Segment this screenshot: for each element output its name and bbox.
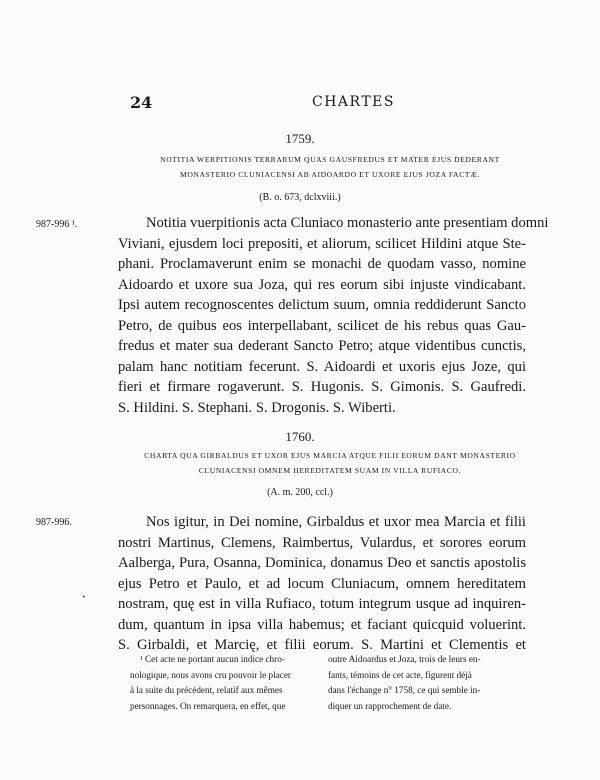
body-line: phani. Proclamaverunt enim se monachi de quodam vasso, nomine (118, 256, 526, 272)
footnote-line: fants, témoins de cet acte, figurent déjà (328, 669, 472, 680)
body-line: fredus et mater sua dederant Sancto Petro; atque videntibus cunctis, (118, 338, 526, 354)
charter-title (100, 152, 560, 182)
footnote-line: ¹ Cet acte ne portant aucun indice chro- (140, 654, 285, 664)
charter-title-line: MONASTERIO CLUNIACENSI AB AIDOARDO ET UXORE EJUS JOZA FACTÆ. (179, 170, 481, 179)
body-line: Aidoardo et uxore sua Joza, qui res eorum sibi injuste vindicabant. (118, 276, 526, 293)
body-line: S. Girbaldi, et Marcię, et filii eorum. S. Martini et Clementis et (118, 637, 526, 653)
body-line: Aalberga, Pura, Osanna, Dominica, donamus Deo et sanctis apostolis (118, 555, 526, 571)
body-line: palam hanc notitiam fecerunt. S. Aidoardi et uxoris ejus Joze, qui (118, 358, 526, 375)
page-header (130, 93, 530, 113)
footnote-line: nologique, nous avons cru pouvoir le placer (130, 669, 291, 680)
charter-title-line: NOTITIA WERPITIONIS TERRARUM QUAS GAUSFREDUS ET MATER EJUS DEDERANT (160, 155, 500, 164)
body-line: Nos igitur, in Dei nomine, Girbaldus et uxor mea Marcia et filii (146, 514, 526, 530)
footnote-line: diquer un rapprochement de date. (328, 700, 452, 711)
charter-number: 1759. (285, 131, 315, 146)
body-line: nostram, quę est in villa Rufiaco, totum integrum usque ad inquiren- (118, 596, 526, 612)
margin-date: 987-996. (36, 517, 72, 528)
charter-citation: (B. o. 673, dclxviii.) (259, 192, 341, 203)
charter-title-line: CHARTA QUA GIRBALDUS ET UXOR EJUS MARCIA ATQUE FILII EORUM DANT MONASTERIO (144, 451, 516, 460)
charter-title (100, 448, 560, 478)
footnote-line: à la suite du précédent, relatif aux mêmes (130, 685, 283, 695)
footnote-line: personnages. On remarquera, en effet, que (130, 700, 286, 711)
charter-body (118, 512, 526, 656)
margin-date: 987-996 ¹. (36, 219, 78, 230)
footnote-line: dans l'échange n° 1758, ce qui semble in- (328, 685, 481, 695)
charter-citation: (A. m. 200, ccl.) (267, 487, 333, 498)
body-line: Ipsi autem recognoscentes delictum suum, omnia reddiderunt Sancto (118, 297, 526, 313)
body-line: S. Hildini. S. Stephani. S. Drogonis. S. Wiberti. (118, 399, 396, 416)
stray-mark: • (82, 594, 86, 601)
body-line: nostri Martinus, Clemens, Raimbertus, Vulardus, et sorores eorum (118, 534, 526, 551)
charter-body (118, 213, 549, 418)
charter-title-line: CLUNIACENSI OMNEM HEREDITATEM SUAM IN VILLA RUFIACO. (198, 466, 462, 475)
body-line: Viviani, ejusdem loci prepositi, et aliorum, scilicet Hildini atque Ste- (118, 235, 526, 252)
body-line: Notitia vuerpitionis acta Cluniaco monasterio ante presentiam domni (146, 215, 549, 231)
footnote-right-column (328, 652, 528, 714)
page-number: 24 (130, 93, 153, 112)
body-line: ejus Petro et Paulo, et ad locum Cluniacum, omnem hereditatem (118, 575, 526, 592)
footnote-line: outre Aidoardus et Joza, trois de leurs en- (328, 654, 481, 664)
running-title: CHARTES (312, 94, 395, 110)
charter-number: 1760. (285, 429, 315, 444)
body-line: dum, quantum in ipsa villa habemus; et faciant quicquid voluerint. (118, 616, 526, 633)
body-line: fieri et firmare rogaverunt. S. Hugonis. S. Gimonis. S. Gaufredi. (118, 379, 526, 395)
body-line: Petro, de quibus eos interpellabant, scilicet de his rebus quas Gau- (118, 317, 526, 334)
footnote-left-column (130, 652, 318, 714)
